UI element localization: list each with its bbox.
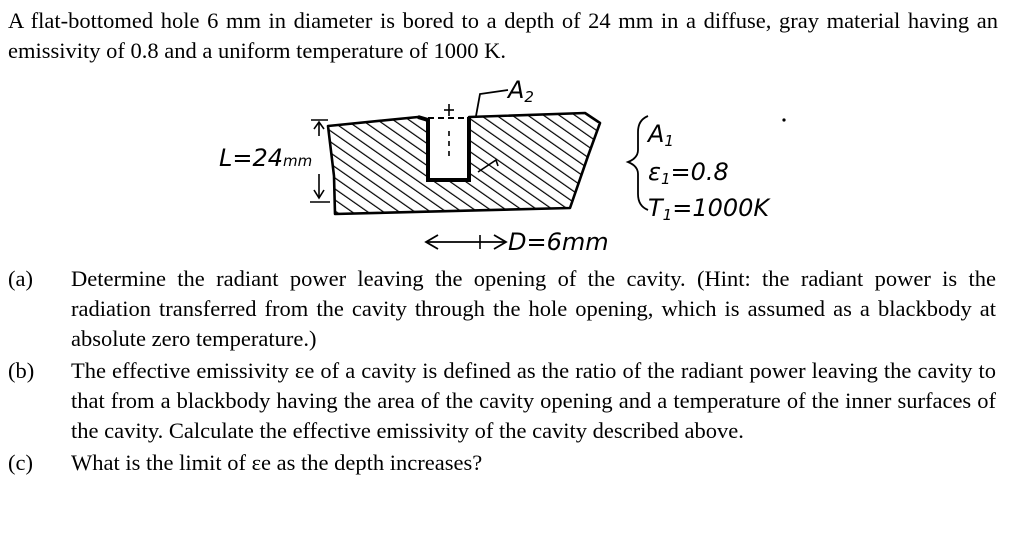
diameter-dimension <box>426 235 506 249</box>
property-brace <box>628 116 648 210</box>
stray-dot <box>782 118 785 121</box>
question-marker: (a) <box>8 266 33 291</box>
question-marker: (b) <box>8 358 35 383</box>
questions-list <box>8 264 996 480</box>
problem-statement: A flat-bottomed hole 6 mm in diameter is bored to a depth of 24 mm in a diffuse, gray material having an emissivity of 0.8 and a uniform temperature of 1000 K. <box>8 8 998 63</box>
opening-dashed-line <box>428 104 470 156</box>
question-b <box>8 356 996 446</box>
label-emissivity: ε1=0.8 <box>648 158 729 188</box>
label-temperature: T1=1000K <box>648 194 770 224</box>
label-depth: L=24mm <box>219 144 313 172</box>
a2-leader <box>476 90 508 116</box>
cavity-diagram-svg <box>0 76 1010 262</box>
label-a1: A1 <box>648 120 674 150</box>
material-block <box>320 106 610 221</box>
cavity-diagram <box>0 76 1010 262</box>
question-text: Determine the radiant power leaving the opening of the cavity. (Hint: the radiant power is the radiation transferred from the cavity through the hole opening, which is assumed as a blackbody at absolute zero temperature.) <box>71 266 996 351</box>
question-text: The effective emissivity εe of a cavity is defined as the ratio of the radiant power leaving the cavity to that from a blackbody having the area of the cavity opening and a temperature of the inner surfaces of the cavity. Calculate the effective emissivity of the cavity described above. <box>71 358 996 443</box>
question-marker: (c) <box>8 450 33 475</box>
question-c <box>8 448 996 478</box>
question-a <box>8 264 996 354</box>
label-diameter: D=6mm <box>508 228 609 256</box>
label-a2: A2 <box>508 76 534 106</box>
depth-dimension <box>310 120 330 202</box>
question-text: What is the limit of εe as the depth increases? <box>71 450 483 475</box>
